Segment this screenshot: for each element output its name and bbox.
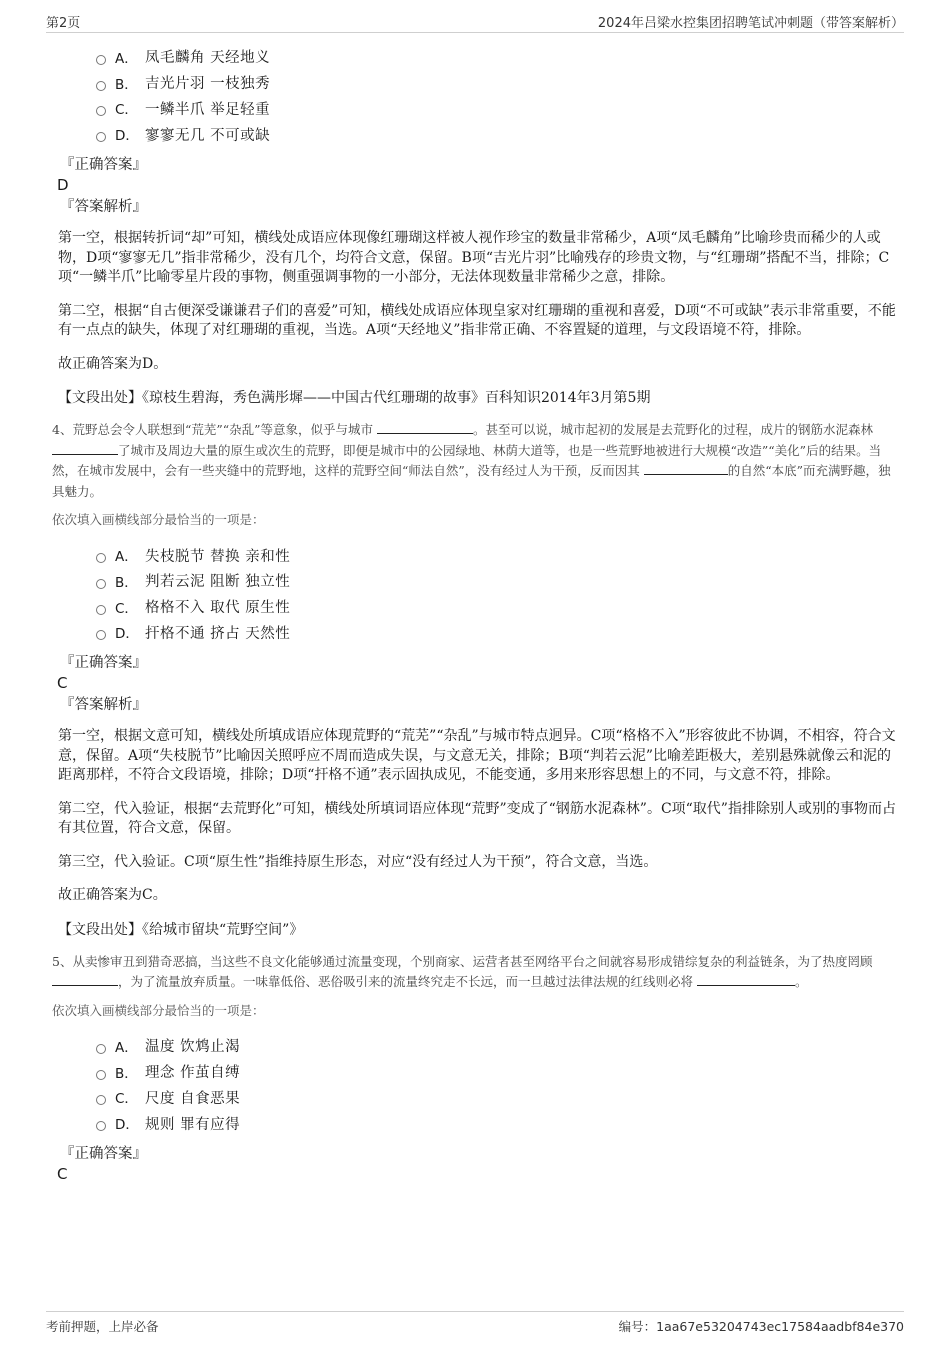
q4-stem: 4、荒野总会令人联想到“荒芜”“杂乱”等意象，似乎与城市 。甚至可以说，城市起初的发展是去荒野化的过程，成片的钢筋水泥森林 了城市及周边大量的原生或次生的荒野，即便是城市中的公园绿地、林荫大道等，也是一些荒野地被进行大规模“改造”“美化”后的结果。当然，在城市发展中，会有一些夹缝中的荒野地，这样的荒野空间“师法自然”，没有经过人为干预，反而因其 的自然“本底”而充满野趣，独具魅力。 [52,422,891,499]
radio-icon[interactable] [96,1095,106,1105]
q4-instruction: 依次填入画横线部分最恰当的一项是： [52,512,265,528]
q4-analysis-label: 『答案解析』 [60,697,147,714]
radio-icon[interactable] [96,1044,106,1054]
analysis-paragraph: 第二空，代入验证，根据“去荒野化”可知，横线处所填词语应体现“荒野”变成了“钢筋水泥森林”。C项“取代”指排除别人或别的事物而占有其位置，符合文意，保留。 [58,800,896,837]
q5-options [56,1033,896,1136]
footer-slogan: 考前押题，上岸必备 [46,1319,159,1334]
radio-icon[interactable] [96,1121,106,1131]
radio-icon[interactable] [96,55,106,65]
q5-option-d[interactable]: D． 规则 罪有应得 [96,1110,896,1136]
radio-icon[interactable] [96,81,106,91]
analysis-paragraph: 第一空，根据文意可知，横线处所填成语应体现荒野的“荒芜”“杂乱”与城市特点迥异。C项“格格不入”形容彼此不协调，不相容，符合文意，保留。A项“失枝脱节”比喻因关照呼应不周而造成失误，与文意无关，排除；B项“判若云泥”比喻差距极大，差别悬殊就像云和泥的距离那样，不符合文段语境，排除；D项“扞格不通”表示固执成见，不能变通，多用来形容思想上的不同，与文意不符，排除。 [58,728,896,784]
radio-icon[interactable] [96,579,106,589]
q5-option-b[interactable]: B． 理念 作茧自缚 [96,1059,896,1085]
q3-analysis-label: 『答案解析』 [60,199,147,216]
q3-option-c[interactable]: C． 一鳞半爪 举足轻重 [96,96,896,122]
q3-option-d[interactable]: D． 寥寥无几 不可或缺 [96,121,896,147]
analysis-paragraph: 第一空，根据转折词“却”可知，横线处成语应体现像红珊瑚这样被人视作珍宝的数量非常稀少，A项“凤毛麟角”比喻珍贵而稀少的人或物，D项“寥寥无几”指非常稀少，没有几个，均符合文意，保留。B项“吉光片羽”比喻残存的珍贵文物，与“红珊瑚”搭配不当，排除；C项“一鳞半爪”比喻零星片段的事物，侧重强调事物的一小部分，无法体现数量非常稀少之意，排除。 [58,230,890,286]
q5-stem: 5、从卖惨审丑到猎奇恶搞，当这些不良文化能够通过流量变现，个别商家、运营者甚至网络平台之间就容易形成错综复杂的利益链条，为了热度罔顾 ，为了流量放弃质量。一味靠低俗、恶俗吸引来的流量终究走不长远，而一旦越过法律法规的红线则必将 。 [52,953,873,990]
q3-answer-label: 『正确答案』 [60,157,147,174]
q4-answer-label: 『正确答案』 [60,655,147,672]
q3-source: 【文段出处】《琼枝生碧海，秀色满彤墀——中国古代红珊瑚的故事》百科知识2014年3月第5期 [58,390,651,407]
q4-option-c[interactable]: C． 格格不入 取代 原生性 [96,594,896,620]
q4-options [56,542,896,645]
q5-instruction: 依次填入画横线部分最恰当的一项是： [52,1002,265,1018]
blank-line [644,462,728,475]
document-id: 编号：1aa67e53204743ec17584aadbf84e370 [618,1319,904,1334]
q4-source: 【文段出处】《给城市留块“荒野空间”》 [58,921,304,938]
blank-line [52,442,118,455]
page-header [46,10,904,33]
analysis-paragraph: 故正确答案为C。 [58,887,167,904]
q3-options [56,44,896,147]
radio-icon[interactable] [96,553,106,563]
blank-line [377,421,473,434]
radio-icon[interactable] [96,1070,106,1080]
q4-option-b[interactable]: B． 判若云泥 阻断 独立性 [96,568,896,594]
q5-option-c[interactable]: C． 尺度 自食恶果 [96,1084,896,1110]
q4-analysis [58,727,896,906]
analysis-paragraph: 第二空，根据“自古便深受谦谦君子们的喜爱”可知，横线处成语应体现皇家对红珊瑚的重视和喜爱，D项“不可或缺”表示非常重要，不能有一点点的缺失，体现了对红珊瑚的重视，当选。A项“天经地义”指非常正确、不容置疑的道理，与文段语境不符，排除。 [58,302,896,339]
document-title: 2024年吕梁水控集团招聘笔试冲刺题（带答案解析） [597,16,904,31]
q5-answer: C [57,1165,68,1184]
analysis-paragraph: 第三空，代入验证。C项“原生性”指维持原生形态，对应“没有经过人为干预”，符合文意，当选。 [58,853,658,870]
radio-icon[interactable] [96,106,106,116]
q3-analysis [58,229,896,374]
radio-icon[interactable] [96,605,106,615]
radio-icon[interactable] [96,132,106,142]
analysis-paragraph: 故正确答案为D。 [58,355,168,372]
page-footer [46,1311,904,1338]
q3-option-a[interactable]: A． 凤毛麟角 天经地义 [96,44,896,70]
q4-option-a[interactable]: A． 失枝脱节 替换 亲和性 [96,542,896,568]
q5-answer-label: 『正确答案』 [60,1146,147,1163]
q4-option-d[interactable]: D． 扞格不通 挤占 天然性 [96,620,896,646]
blank-line [697,973,795,986]
q5-option-a[interactable]: A． 温度 饮鸩止渴 [96,1033,896,1059]
q4-answer: C [57,674,68,693]
radio-icon[interactable] [96,630,106,640]
main-content [52,44,896,1186]
q3-answer: D [57,176,69,195]
q3-option-b[interactable]: B． 吉光片羽 一枝独秀 [96,70,896,96]
blank-line [52,973,118,986]
page-number: 第2页 [46,16,81,31]
